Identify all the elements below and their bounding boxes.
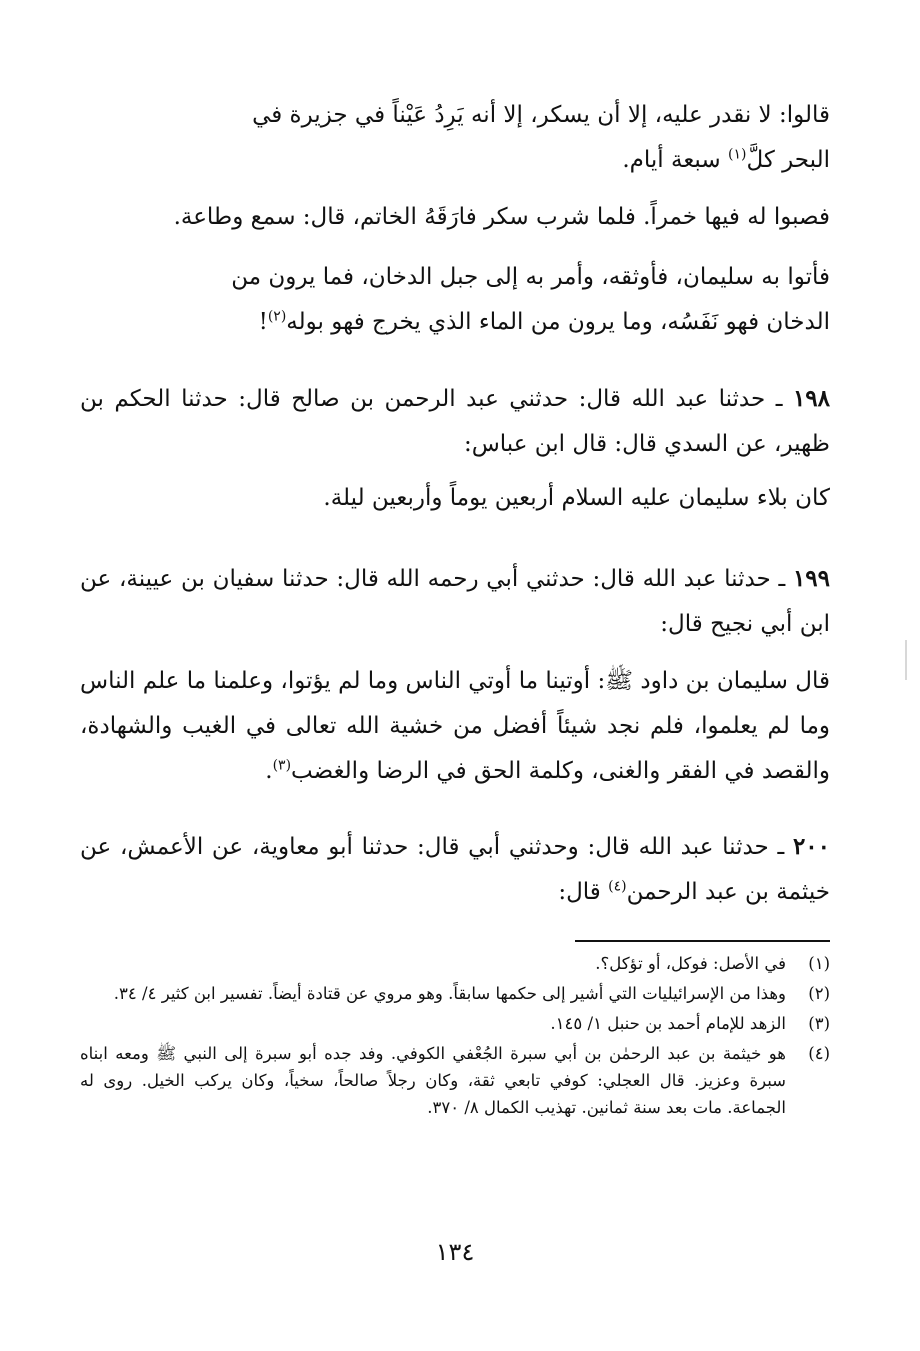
page-number: ١٣٤ bbox=[435, 1238, 475, 1266]
paragraph-1 bbox=[80, 93, 830, 183]
footnote-number: (٢) bbox=[808, 984, 830, 1003]
footnote-4 bbox=[80, 1040, 830, 1121]
footnote-text: الزهد للإمام أحمد بن حنبل ١/ ١٤٥. bbox=[550, 1014, 786, 1033]
footnote-number: (٣) bbox=[808, 1014, 830, 1033]
paragraph-3-line-2: الدخان فهو نَفَسُه، وما يرون من الماء الذي يخرج فهو بوله bbox=[286, 309, 830, 335]
footnote-1 bbox=[80, 950, 830, 977]
paragraph-2 bbox=[80, 195, 830, 240]
paragraph-2-text: فصبوا له فيها خمراً. فلما شرب سكر فارَقَهُ الخاتم، قال: سمع وطاعة. bbox=[173, 204, 830, 230]
footnotes bbox=[80, 950, 830, 1124]
footnote-text: في الأصل: فوكل، أو تؤكل؟. bbox=[595, 954, 786, 973]
paragraph-5-text: كان بلاء سليمان عليه السلام أربعين يوماً وأربعين ليلة. bbox=[323, 485, 830, 511]
paragraph-3 bbox=[80, 255, 830, 345]
footnote-divider bbox=[575, 940, 830, 942]
footnote-text: وهذا من الإسرائيليات التي أشير إلى حكمها سابقاً. وهو مروي عن قتادة أيضاً. تفسير ابن كثير ٤/ ٣٤. bbox=[113, 984, 786, 1003]
hadith-200-text: ـ حدثنا عبد الله قال: وحدثني أبي قال: حدثنا أبو معاوية، عن الأعمش، عن خيثمة بن عبد الرحمن bbox=[80, 834, 830, 905]
hadith-number-200: ٢٠٠ bbox=[792, 833, 830, 860]
footnote-ref-3: (٣) bbox=[272, 757, 292, 774]
paragraph-7 bbox=[80, 659, 830, 794]
paragraph-7-text: قال سليمان بن داود ﷺ: أوتينا ما أوتي الناس وما لم يؤتوا، وعلمنا ما علم الناس وما لم يعلموا، فلم نجد شيئاً أفضل من خشية الله تعالى في الغيب والشهادة، والقصد في الفقر والغنى، وكلمة الحق في الرضا والغضب bbox=[80, 668, 830, 784]
hadith-198 bbox=[80, 376, 830, 467]
footnote-number: (١) bbox=[808, 954, 830, 973]
paragraph-1-line-3: سبعة أيام. bbox=[622, 147, 728, 173]
hadith-200-end: قال: bbox=[558, 879, 609, 905]
paragraph-3-end: ! bbox=[258, 309, 268, 335]
hadith-199-text: ـ حدثنا عبد الله قال: حدثني أبي رحمه الله قال: حدثنا سفيان بن عيينة، عن ابن أبي نجيح قال: bbox=[80, 566, 830, 637]
footnote-2 bbox=[80, 980, 830, 1007]
paragraph-7-end: . bbox=[265, 758, 273, 784]
hadith-number-198: ١٩٨ bbox=[792, 385, 830, 412]
paragraph-3-line-1: فأتوا به سليمان، فأوثقه، وأمر به إلى جبل الدخان، فما يرون من bbox=[231, 264, 830, 290]
footnote-ref-4: (٤) bbox=[608, 878, 627, 895]
footnote-number: (٤) bbox=[808, 1044, 830, 1063]
paragraph-1-line-2: البحر كلَّ bbox=[746, 147, 830, 173]
hadith-200 bbox=[80, 824, 830, 915]
book-page bbox=[80, 0, 830, 1351]
footnote-text: هو خيثمة بن عبد الرحمٰن بن أبي سبرة الجُعْفي الكوفي. وفد جده أبو سبرة إلى النبي ﷺ ومعه ابناه سبرة وعزيز. قال العجلي: كوفي تابعي ثقة، وكان رجلاً صالحاً، سخياً، وكان يركب الخيل. روى له الجماعة. مات بعد سنة ثمانين. تهذيب الكمال ٨/ ٣٧٠. bbox=[80, 1044, 786, 1117]
footnote-3 bbox=[80, 1010, 830, 1037]
scan-edge-mark bbox=[905, 640, 907, 680]
hadith-198-text: ـ حدثنا عبد الله قال: حدثني عبد الرحمن بن صالح قال: حدثنا الحكم بن ظهير، عن السدي قال: قال ابن عباس: bbox=[80, 386, 830, 457]
footnote-ref-1: (١) bbox=[727, 146, 747, 163]
paragraph-5 bbox=[80, 476, 830, 521]
hadith-199 bbox=[80, 556, 830, 647]
hadith-number-199: ١٩٩ bbox=[792, 565, 830, 592]
paragraph-1-line-1: قالوا: لا نقدر عليه، إلا أن يسكر، إلا أنه يَرِدُ عَيْناً في جزيرة في bbox=[252, 102, 830, 128]
footnote-ref-2: (٢) bbox=[267, 308, 287, 325]
